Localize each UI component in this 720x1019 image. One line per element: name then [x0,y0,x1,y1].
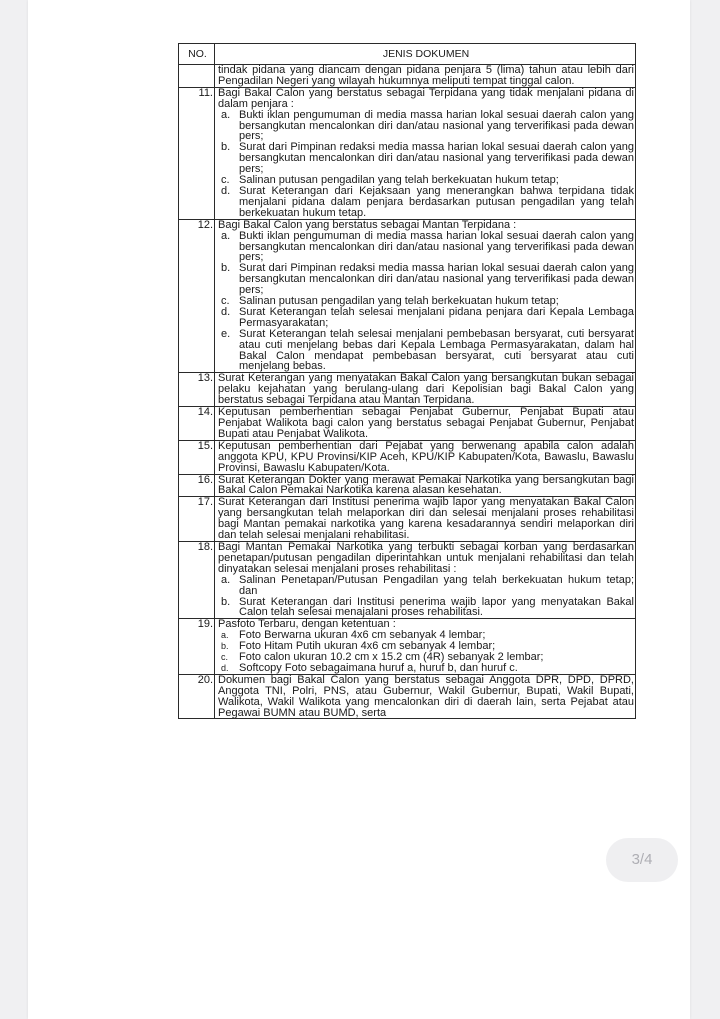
list-item-label: a. [221,108,231,121]
row-number [179,65,215,88]
table-row [179,65,636,88]
row-number: 15. [179,440,215,474]
document-page [28,0,690,1019]
list-item-label: a. [221,573,231,586]
list-item-label: d. [221,184,231,197]
row-number: 14. [179,407,215,441]
list-item-text: Salinan Penetapan/Putusan Pengadilan yang telah berkekuatan hukum tetap; dan [239,573,634,597]
list-item-text: Foto Hitam Putih ukuran 4x6 cm sebanyak 4 lembar; [239,640,496,653]
document-cell [215,474,636,497]
list-item-text: Foto Berwarna ukuran 4x6 cm sebanyak 4 lembar; [239,629,486,642]
list-item-label: e. [221,327,231,340]
document-description: Dokumen bagi Bakal Calon yang berstatus sebagai Anggota DPR, DPD, DPRD, Anggota TNI, Polri, PNS, atau Gubernur, Wakil Gubernur, Bupati, Wakil Bupati, Walikota, Wakil Walikota yang mencalonkan diri di daerah lain, serta Pejabat atau Pegawai BUMN atau BUMD, serta [218,674,634,719]
list-item-label: c. [221,295,230,308]
document-cell [215,440,636,474]
document-description: Surat Keterangan yang menyatakan Bakal Calon yang bersangkutan bukan sebagai pelaku kejahatan yang berulang-ulang dari Kepolisian bagi Bakal Calon yang berstatus sebagai Terpidana atau Mantan Terpidana. [218,372,634,407]
list-item-text: Surat Keterangan telah selesai menjalani pidana penjara dari Kepala Lembaga Permasyarakatan; [239,305,634,329]
document-cell [215,674,636,719]
list-item-label: d. [221,662,229,673]
list-item-text: Surat Keterangan telah selesai menjalani pembebasan bersyarat, cuti bersyarat atau cuti menjelang bebas dari Kepala Lembaga Permasyarakatan, dalam hal Bakal Calon mendapat pembebasan bersyarat, cuti bersyarat atau cuti menjelang bebas. [239,327,634,373]
table-header-row [179,44,636,65]
table-row [179,87,636,219]
document-description: Keputusan pemberhentian sebagai Penjabat Gubernur, Penjabat Bupati atau Penjabat Walikota bagi calon yang berstatus sebagai Penjabat Gubernur, Penjabat Bupati atau Penjabat Walikota. [218,406,634,440]
document-cell [215,219,636,373]
document-cell [215,407,636,441]
document-description: Surat Keterangan Dokter yang merawat Pemakai Narkotika yang bersangkutan bagi Bakal Calon Pemakai Narkotika karena alasan kesehatan. [218,474,634,497]
table-row [179,219,636,373]
row-number: 20. [179,674,215,719]
row-number: 16. [179,474,215,497]
document-cell [215,497,636,542]
table-row [179,474,636,497]
list-item-label: b. [221,262,231,275]
list-item [218,263,634,296]
table-row [179,541,636,618]
table-row [179,373,636,407]
document-cell [215,87,636,219]
list-item-text: Surat Keterangan dari Institusi penerima wajib lapor yang menyatakan Bakal Calon telah selesai menajalani proses rehabilitasi. [239,595,634,619]
document-description: Keputusan pemberhentian dari Pejabat yang berwenang apabila calon adalah anggota KPU, KPU Provinsi/KIP Aceh, KPU/KIP Kabupaten/Kota, Bawaslu, Bawaslu Provinsi, Bawaslu Kabupaten/Kota. [218,440,634,474]
list-item-text: Surat Keterangan dari Kejaksaan yang menerangkan bahwa terpidana tidak menjalani pidana dalam penjara berdasarkan putusan pengadilan yang telah berkekuatan hukum tetap. [239,184,634,219]
document-cell [215,65,636,88]
list-item-text: Surat dari Pimpinan redaksi media massa harian lokal sesuai daerah calon yang bersangkutan mencalonkan diri dan/atau nasional yang terverifikasi pada dewan pers; [239,141,634,176]
page-indicator: 3/4 [606,838,678,882]
list-item-label: b. [221,595,231,608]
list-item-label: b. [221,641,229,652]
list-item-text: Salinan putusan pengadilan yang telah berkekuatan hukum tetap; [239,295,559,308]
document-description: tindak pidana yang diancam dengan pidana penjara 5 (lima) tahun atau lebih dari Pengadilan Negeri yang wilayah hukumnya meliputi tempat tinggal calon. [218,64,634,87]
list-item-text: Bukti iklan pengumuman di media massa harian lokal sesuai daerah calon yang bersangkutan mencalonkan diri dan/atau nasional yang terverifikasi pada dewan pers; [239,108,634,143]
document-cell [215,619,636,675]
row-number: 19. [179,619,215,675]
list-item-label: c. [221,174,230,187]
list-item [218,329,634,373]
row-number: 11. [179,87,215,219]
document-table [178,43,636,719]
header-no: NO. [179,44,215,65]
document-description: Bagi Bakal Calon yang berstatus sebagai Mantan Terpidana : [218,219,517,231]
list-item [218,186,634,219]
document-description: Pasfoto Terbaru, dengan ketentuan : [218,618,396,631]
table-row [179,440,636,474]
list-item-label: d. [221,305,231,318]
list-item [218,231,634,264]
list-item [218,307,634,329]
table-row [179,674,636,719]
list-item [218,142,634,175]
row-number: 12. [179,219,215,373]
document-cell [215,373,636,407]
table-row [179,407,636,441]
header-jenis-dokumen: JENIS DOKUMEN [215,44,636,65]
table-row [179,497,636,542]
document-description: Bagi Bakal Calon yang berstatus sebagai Terpidana yang tidak menjalani pidana di dalam penjara : [218,87,634,110]
list-item-text: Salinan putusan pengadilan yang telah berkekuatan hukum tetap; [239,174,559,187]
list-item-text: Foto calon ukuran 10.2 cm x 15.2 cm (4R) sebanyak 2 lembar; [239,651,544,664]
table-row [179,619,636,675]
document-description: Surat Keterangan dari Institusi penerima wajib lapor yang menyatakan Bakal Calon yang bersangkutan telah melaporkan diri dan selesai menjalani proses rehabilitasi bagi Mantan pemakai narkotika yang karena kesadarannya sendiri melaporkan diri dan telah selesai menjalani rehabilitasi. [218,496,634,542]
row-number: 18. [179,541,215,618]
list-item-text: Surat dari Pimpinan redaksi media massa harian lokal sesuai daerah calon yang bersangkutan mencalonkan diri dan/atau nasional yang terverifikasi pada dewan pers; [239,262,634,297]
document-cell [215,541,636,618]
list-item [218,110,634,143]
document-description: Bagi Mantan Pemakai Narkotika yang terbukti sebagai korban yang berdasarkan penetapan/putusan pengadilan diperintahkan untuk menjalani rehabilitasi dan telah dinyatakan selesai menjalani proses rehabilitasi : [218,541,634,575]
list-item-text: Softcopy Foto sebagaimana huruf a, huruf b, dan huruf c. [239,661,518,674]
row-number: 17. [179,497,215,542]
row-number: 13. [179,373,215,407]
list-item-label: a. [221,630,229,641]
list-item-label: a. [221,229,231,242]
list-item [218,575,634,597]
list-item [218,597,634,619]
list-item-label: b. [221,141,231,154]
list-item [218,663,634,674]
list-item-label: c. [221,652,229,663]
list-item-text: Bukti iklan pengumuman di media massa harian lokal sesuai daerah calon yang bersangkutan mencalonkan diri dan/atau nasional yang terverifikasi pada dewan pers; [239,229,634,264]
